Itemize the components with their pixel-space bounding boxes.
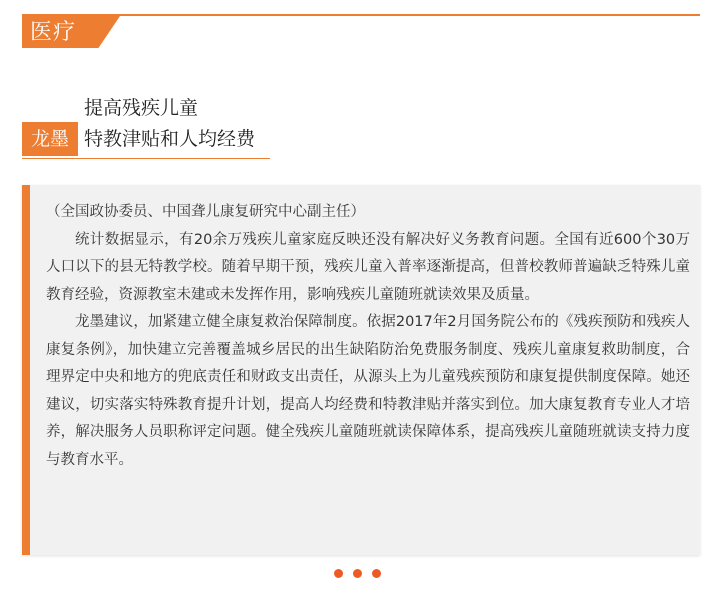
decorative-dots (334, 569, 381, 579)
headline-line-1: 提高残疾儿童 (84, 97, 199, 119)
paragraph-2: 龙墨建议，加紧建立健全康复救治保障制度。依据2017年2月国务院公布的《残疾预防和残疾人康复条例》，加快建立完善覆盖城乡居民的出生缺陷防治免费服务制度、残疾儿童康复救助制度，合理界定中央和地方的兜底责任和财政支出责任，从源头上为儿童残疾预防和康复提供制度保障。她还建议，切实落实特殊教育提升计划，提高人均经费和特教津贴并落实到位。加大康复教育专业人才培养，解决服务人员职称评定问题。健全残疾儿童随班就读保障体系，提高残疾儿童随班就读支持力度与教育水平。 (46, 314, 690, 468)
paragraph-1: 统计数据显示，有20余万残疾儿童家庭反映还没有解决好义务教育问题。全国有近600个30万人口以下的县无特教学校。随着早期干预，残疾儿童入普率逐渐提高，但普校教师普遍缺乏特殊儿童教育经验，资源教室未建或未发挥作用，影响残疾儿童随班就读效果及质量。 (46, 231, 690, 303)
content-accent-bar (22, 185, 30, 555)
article-content-box (22, 185, 700, 555)
author-badge: 龙墨 (22, 122, 78, 156)
headline-underline (22, 158, 270, 159)
top-divider (22, 14, 700, 16)
dot-icon (372, 569, 381, 578)
headline-line-2: 特教津贴和人均经费 (84, 128, 256, 150)
author-affiliation: （全国政协委员、中国聋儿康复研究中心副主任） (46, 204, 365, 220)
article-body (46, 199, 690, 474)
dot-icon (353, 569, 362, 578)
dot-icon (334, 569, 343, 578)
section-tag: 医疗 (30, 20, 77, 45)
